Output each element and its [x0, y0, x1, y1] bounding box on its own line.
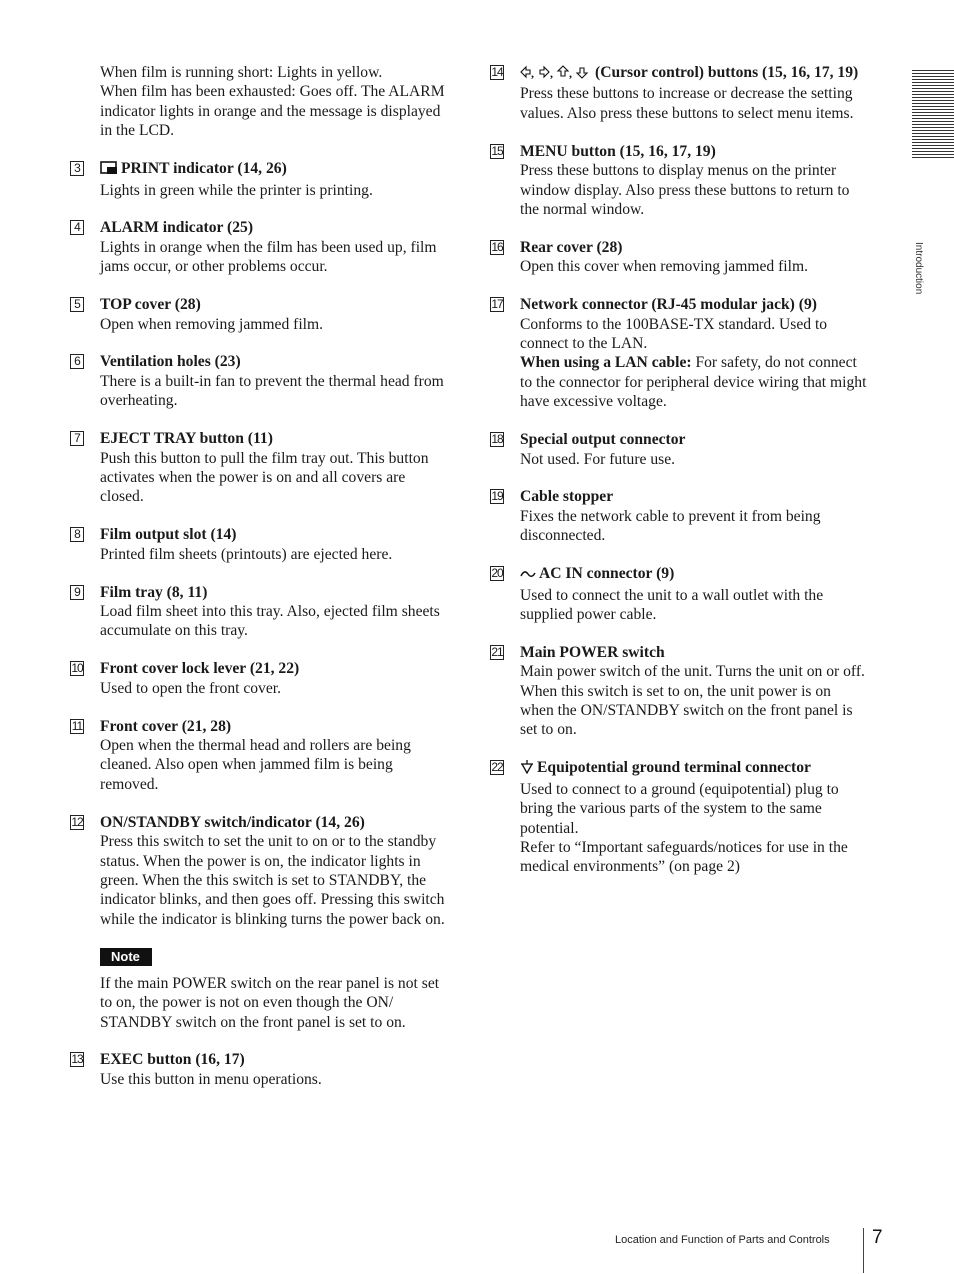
item-number: 4	[70, 220, 84, 235]
item-number: 22	[491, 760, 503, 775]
svg-text:,: ,	[569, 66, 572, 79]
item-number: 13	[71, 1052, 83, 1067]
item-title: Front cover (21, 28)	[100, 717, 232, 735]
item-title: Special output connector	[520, 431, 686, 449]
item-number: 21	[491, 644, 503, 659]
list-item	[68, 525, 448, 564]
lead-text	[68, 63, 448, 141]
list-item	[488, 758, 868, 876]
lead-line: When film is running short: Lights in yellow.	[100, 64, 383, 81]
item-body: Load film sheet into this tray. Also, ejected film sheets accumulate on this tray.	[100, 603, 440, 640]
item-title: TOP cover (28)	[100, 296, 201, 314]
note-badge: Note	[100, 948, 152, 966]
ac-wave-icon	[520, 566, 536, 585]
item-body: Open this cover when removing jammed film.	[520, 258, 808, 276]
item-number: 8	[70, 527, 84, 542]
item-number: 17	[491, 297, 503, 312]
item-title: Film tray (8, 11)	[100, 583, 208, 601]
svg-text:,: ,	[550, 66, 553, 79]
lead-line: When film has been exhausted: Goes off. The ALARM indicator lights in orange and the message is displayed in the LCD.	[100, 83, 445, 140]
section-tab-stripes	[912, 70, 954, 160]
item-body: Press these buttons to increase or decrease the setting values. Also press these buttons to select menu items.	[520, 85, 854, 122]
item-title: EXEC button (16, 17)	[100, 1051, 245, 1069]
item-number: 10	[71, 661, 83, 676]
item-body: Conforms to the 100BASE-TX standard. Used to connect to the LAN.	[520, 315, 828, 352]
item-number: 9	[70, 585, 84, 600]
item-body: Push this button to pull the film tray out. This button activates when the power is on and all covers are closed.	[100, 449, 429, 506]
item-number: 18	[491, 432, 503, 447]
item-body: Refer to “Important safeguards/notices for use in the medical environments” (on page 2)	[520, 839, 848, 876]
item-title: AC IN connector (9)	[520, 564, 868, 585]
list-item	[488, 564, 868, 624]
list-item	[68, 1050, 448, 1089]
page-number: 7	[872, 1227, 883, 1248]
item-title: Main POWER switch	[520, 643, 665, 661]
item-number: 16	[491, 239, 503, 254]
note	[68, 948, 448, 1032]
item-body: There is a built-in fan to prevent the thermal head from overheating.	[100, 372, 444, 410]
item-body: Lights in green while the printer is printing.	[100, 181, 373, 199]
item-number: 6	[70, 354, 84, 369]
list-item	[68, 352, 448, 410]
item-body: Main power switch of the unit. Turns the unit on or off. When this switch is set to on, the unit power is on when the ON/STANDBY switch on the front panel is set to on.	[520, 663, 865, 739]
section-tab-label: Introduction	[913, 242, 924, 295]
item-number: 20	[491, 566, 503, 581]
item-title: Front cover lock lever (21, 22)	[100, 660, 300, 678]
item-title: Rear cover (28)	[520, 238, 623, 256]
item-title: EJECT TRAY button (11)	[100, 430, 273, 448]
item-title: MENU button (15, 16, 17, 19)	[520, 142, 716, 160]
list-item	[488, 295, 868, 411]
list-item	[488, 487, 868, 545]
item-body: Press these buttons to display menus on the printer window display. Also press these buttons to return to the normal window.	[520, 162, 850, 218]
right-column	[488, 63, 868, 895]
item-number: 14	[491, 65, 503, 79]
list-item	[68, 717, 448, 795]
item-title: Film output slot (14)	[100, 526, 237, 544]
lan-cable-warning: When using a LAN cable: For safety, do not connect to the connector for peripheral device wiring that might have excessive voltage.	[520, 354, 867, 411]
list-item	[488, 430, 868, 469]
list-item	[68, 159, 448, 200]
item-number: 12	[71, 814, 83, 829]
item-body: Used to open the front cover.	[100, 679, 282, 697]
footer-title: Location and Function of Parts and Controls	[615, 1234, 830, 1246]
item-body: Press this switch to set the unit to on or to the standby status. When the power is on, the indicator lights in green. When the this switch is set to STANDBY, the indicator blinks, and then goes off. Pressing this switch while the indicator is blinking turns the power back on.	[100, 833, 445, 928]
item-body: Lights in orange when the film has been used up, film jams occur, or other problems occur.	[100, 238, 437, 276]
list-item	[488, 238, 868, 277]
note-text: If the main POWER switch on the rear panel is not set to on, the power is not on even though the ON/ STANDBY switch on the front panel is set to on.	[100, 974, 440, 1031]
item-body: Fixes the network cable to prevent it from being disconnected.	[520, 507, 821, 545]
item-body: Open when removing jammed film.	[100, 315, 324, 333]
item-title: Cable stopper	[520, 488, 614, 506]
footer-divider	[863, 1228, 864, 1273]
item-title: Ventilation holes (23)	[100, 353, 241, 371]
item-number: 5	[70, 297, 84, 312]
item-title: Equipotential ground terminal connector	[520, 758, 868, 779]
item-body: Use this button in menu operations.	[100, 1070, 322, 1088]
item-number: 11	[71, 718, 83, 733]
item-body: Used to connect the unit to a wall outlet with the supplied power cable.	[520, 586, 824, 623]
list-item	[68, 218, 448, 276]
section-tab	[912, 70, 954, 295]
list-item	[68, 659, 448, 698]
cursor-arrows-icon	[520, 65, 592, 84]
list-item	[68, 813, 448, 929]
item-number: 15	[491, 143, 503, 158]
left-column	[68, 63, 448, 1108]
item-number: 7	[70, 431, 84, 446]
list-item	[68, 429, 448, 507]
item-number: 19	[491, 489, 503, 504]
list-item	[68, 583, 448, 641]
item-title: ALARM indicator (25)	[100, 219, 254, 237]
item-body: Used to connect to a ground (equipotential) plug to bring the various parts of the system to the same potential.	[520, 780, 839, 837]
print-icon	[100, 161, 118, 180]
item-title: , , , (Cursor control) buttons (15, 16, 17, 19)	[520, 63, 868, 84]
list-item	[488, 643, 868, 740]
list-item	[68, 295, 448, 334]
item-body: Open when the thermal head and rollers are being cleaned. Also open when jammed film is being removed.	[100, 737, 411, 793]
item-number: 3	[70, 161, 84, 176]
item-title: ON/STANDBY switch/indicator (14, 26)	[100, 813, 365, 831]
equipotential-ground-icon	[520, 760, 534, 779]
item-title: Network connector (RJ-45 modular jack) (9)	[520, 296, 817, 314]
list-item	[488, 142, 868, 220]
item-body: Not used. For future use.	[520, 450, 676, 468]
item-title: PRINT indicator (14, 26)	[100, 159, 448, 180]
item-body: Printed film sheets (printouts) are ejected here.	[100, 545, 393, 563]
svg-text:,: ,	[531, 66, 534, 79]
list-item	[488, 63, 868, 123]
